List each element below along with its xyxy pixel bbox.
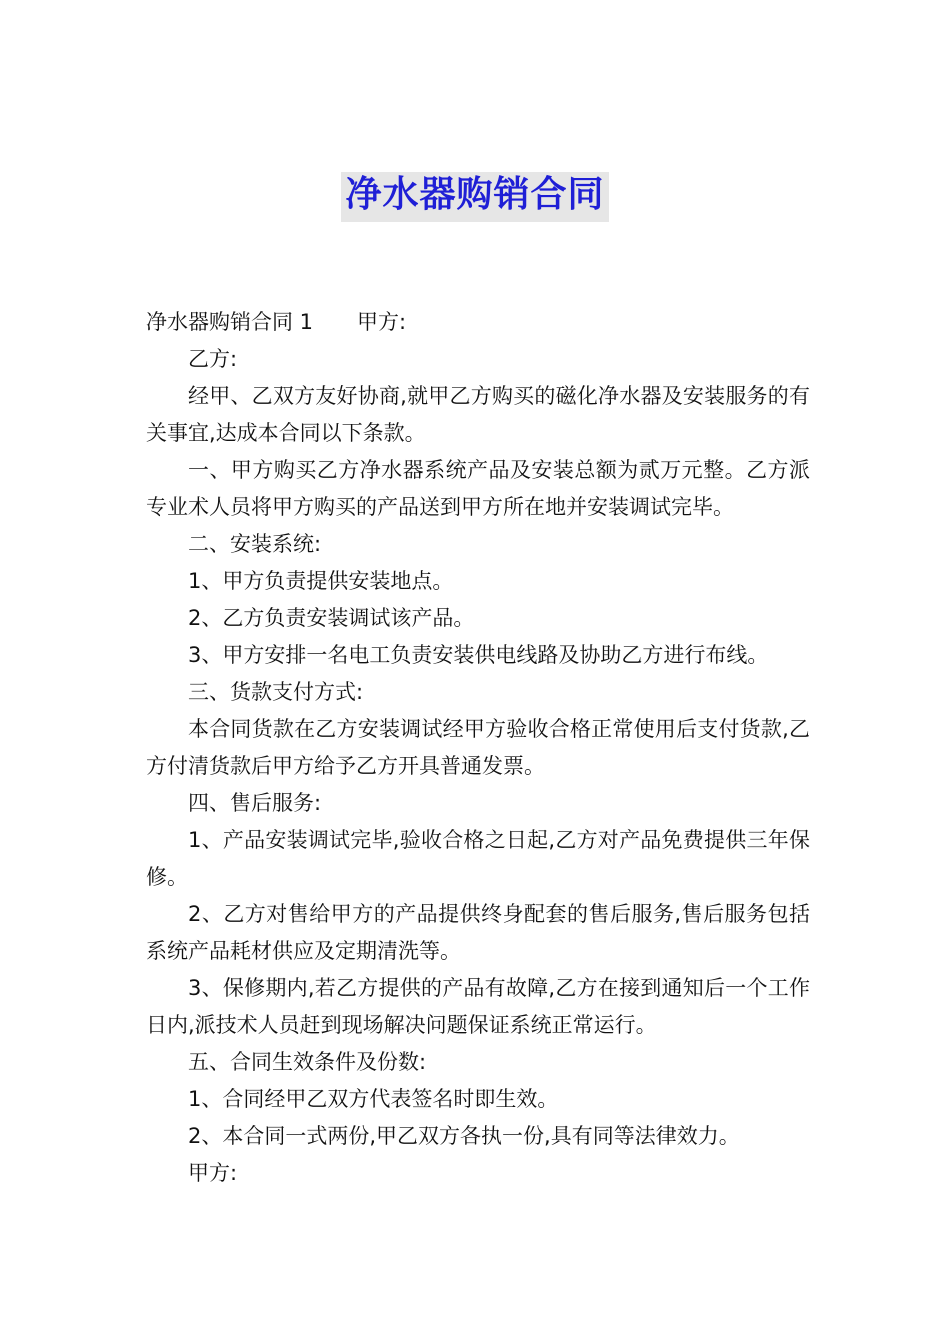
paragraph: 经甲、乙双方友好协商,就甲乙方购买的磁化净水器及安装服务的有关事宜,达成本合同以下条款。 xyxy=(146,384,810,445)
contract-heading: 净水器购销合同 1 xyxy=(146,310,314,334)
paragraph: 乙方: xyxy=(188,347,238,371)
party-a-label: 甲方: xyxy=(357,310,407,334)
paragraph: 1、甲方负责提供安装地点。 xyxy=(188,569,454,593)
document-body xyxy=(146,304,810,1192)
first-line xyxy=(146,304,810,341)
paragraph: 3、甲方安排一名电工负责安装供电线路及协助乙方进行布线。 xyxy=(188,643,769,667)
paragraph: 3、保修期内,若乙方提供的产品有故障,乙方在接到通知后一个工作日内,派技术人员赶到现场解决问题保证系统正常运行。 xyxy=(146,976,810,1037)
paragraph: 五、合同生效条件及份数: xyxy=(188,1050,427,1074)
paragraph: 2、本合同一式两份,甲乙双方各执一份,具有同等法律效力。 xyxy=(188,1124,740,1148)
title-container xyxy=(0,172,950,222)
paragraph: 1、产品安装调试完毕,验收合格之日起,乙方对产品免费提供三年保修。 xyxy=(146,828,810,889)
paragraph: 甲方: xyxy=(188,1161,238,1185)
paragraph: 本合同货款在乙方安装调试经甲方验收合格正常使用后支付货款,乙方付清货款后甲方给予乙方开具普通发票。 xyxy=(146,717,810,778)
paragraph: 2、乙方对售给甲方的产品提供终身配套的售后服务,售后服务包括系统产品耗材供应及定期清洗等。 xyxy=(146,902,810,963)
paragraph: 1、合同经甲乙双方代表签名时即生效。 xyxy=(188,1087,559,1111)
paragraph: 三、货款支付方式: xyxy=(188,680,364,704)
paragraph: 四、售后服务: xyxy=(188,791,322,815)
paragraph: 一、甲方购买乙方净水器系统产品及安装总额为贰万元整。乙方派专业术人员将甲方购买的产品送到甲方所在地并安装调试完毕。 xyxy=(146,458,810,519)
paragraph: 2、乙方负责安装调试该产品。 xyxy=(188,606,475,630)
document-title: 净水器购销合同 xyxy=(341,172,608,222)
paragraph: 二、安装系统: xyxy=(188,532,322,556)
